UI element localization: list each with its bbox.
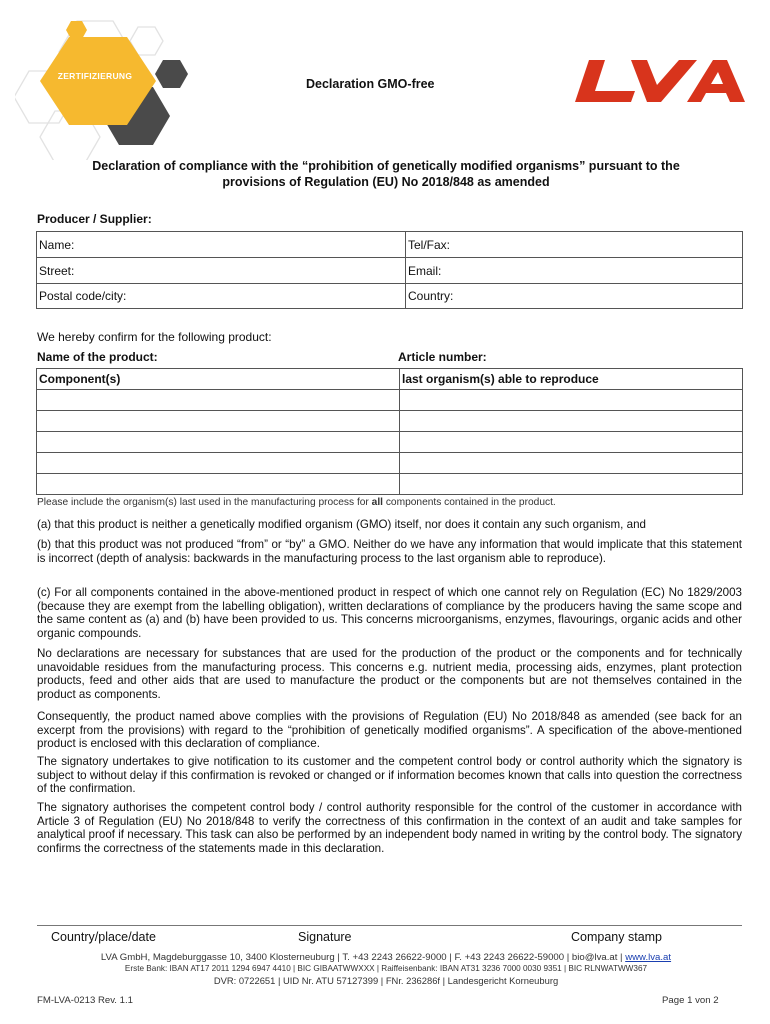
- producer-row: [37, 232, 743, 258]
- paragraph-residues: No declarations are necessary for substances that are used for the production of the product or the components and for technically unavoidable residues from the manufacturing process. This concerns e.g. nutrient media, processing aids, enzymes, plant protection products, feed and other aids that are used to manufacture the product or the components but are not themselves contained in the product as components.: [37, 647, 742, 701]
- name-label: Name:: [39, 237, 75, 252]
- page-title: [30, 158, 742, 190]
- signature-line: [37, 925, 742, 926]
- table-row: [37, 474, 743, 495]
- producer-row: [37, 258, 743, 284]
- country-field[interactable]: [406, 284, 743, 309]
- footer-registry: DVR: 0722651 | UID Nr. ATU 57127399 | FNr. 236286f | Landesgericht Korneuburg: [213, 975, 559, 986]
- certification-badge: [15, 15, 190, 160]
- clause-c: (c) For all components contained in the above-mentioned product in respect of which one cannot rely on Regulation (EC) No 1829/2003 (because they are exempt from the labelling obligation), written declarations of compliance by the producers having the same scope and the same content as (a) and (b) have been provided to us. This concerns microorganisms, enzymes, flavourings, organic acids and other organic compounds.: [37, 586, 742, 640]
- hex-small-dark: [155, 60, 188, 88]
- title-line-2: provisions of Regulation (EU) No 2018/848 as amended: [222, 175, 550, 189]
- form-code: FM-LVA-0213 Rev. 1.1: [37, 995, 133, 1006]
- street-field[interactable]: [37, 258, 406, 284]
- table-row: [37, 390, 743, 411]
- component-cell[interactable]: [37, 432, 400, 453]
- lva-logo-glyphs: [575, 60, 745, 102]
- component-cell[interactable]: [37, 453, 400, 474]
- title-line-1: Declaration of compliance with the “prohibition of genetically modified organisms” pursuant to the: [92, 159, 680, 173]
- product-intro: We hereby confirm for the following product:: [37, 330, 272, 344]
- col-organism-header: last organism(s) able to reproduce: [400, 369, 743, 390]
- col-components-header: Component(s): [37, 369, 400, 390]
- organism-cell[interactable]: [400, 474, 743, 495]
- country-place-date-label: Country/place/date: [51, 930, 156, 944]
- organism-cell[interactable]: [400, 390, 743, 411]
- note-emphasis: all: [371, 497, 383, 508]
- producer-row: [37, 284, 743, 309]
- clause-a: (a) that this product is neither a genetically modified organism (GMO) itself, nor does it contain any such organism, and: [37, 518, 646, 531]
- postal-city-field[interactable]: [37, 284, 406, 309]
- table-row: [37, 411, 743, 432]
- article-number-label: Article number:: [398, 350, 487, 364]
- telfax-field[interactable]: [406, 232, 743, 258]
- lva-logo: [575, 58, 747, 104]
- organism-note: [37, 497, 556, 508]
- components-header-row: [37, 369, 743, 390]
- producer-table: [36, 231, 743, 309]
- clause-b: (b) that this product was not produced “from” or “by” a GMO. Neither do we have any information that would implicate that this statement is incorrect (depth of analysis: backwards in the manufacturing process to the last organism able to reproduce).: [37, 538, 742, 565]
- hex-small-yellow: [66, 21, 87, 39]
- note-text: Please include the organism(s) last used in the manufacturing process for: [37, 497, 372, 508]
- note-text-end: components contained in the product.: [383, 497, 556, 508]
- footer-address: [30, 952, 742, 963]
- components-table: [36, 368, 743, 495]
- postal-city-label: Postal code/city:: [39, 289, 127, 303]
- paragraph-authorisation: The signatory authorises the competent control body / control authority responsible for the control of the customer in accordance with Article 3 of Regulation (EU) No 2018/848 to verify the correctness of this confirmation in the context of an audit and take samples for analytical proof if necessary. This task can also be performed by an independent body named in writing by the control body. The signatory confirms the correctness of the statements made in this declaration.: [37, 801, 742, 855]
- signature-label: Signature: [298, 930, 352, 944]
- name-field[interactable]: [37, 232, 406, 258]
- table-row: [37, 453, 743, 474]
- product-name-label: Name of the product:: [37, 350, 158, 364]
- organism-cell[interactable]: [400, 453, 743, 474]
- telfax-label: Tel/Fax:: [408, 237, 451, 252]
- doc-type-heading: Declaration GMO-free: [306, 77, 435, 91]
- page-number: Page 1 von 2: [662, 995, 719, 1006]
- footer-bank: Erste Bank: IBAN AT17 2011 1294 6947 4410 | BIC GIBAATWWXXX | Raiffeisenbank: IBAN AT31 3236 7000 0030 9351 | BIC RLNWATWW367: [124, 964, 648, 973]
- component-cell[interactable]: [37, 474, 400, 495]
- email-label: Email:: [408, 263, 442, 278]
- company-stamp-label: Company stamp: [571, 930, 663, 944]
- organism-cell[interactable]: [400, 411, 743, 432]
- table-row: [37, 432, 743, 453]
- website-link[interactable]: www.lva.at: [625, 952, 672, 963]
- producer-heading: Producer / Supplier:: [37, 212, 152, 226]
- component-cell[interactable]: [37, 390, 400, 411]
- badge-label: ZERTIFIZIERUNG: [57, 71, 133, 81]
- email-field[interactable]: [406, 258, 743, 284]
- paragraph-notification: The signatory undertakes to give notification to its customer and the competent control body or control authority which the signatory is subject to without delay if this confirmation is revoked or changed or if information becomes known that calls into question the correctness of the confirmation.: [37, 755, 743, 796]
- component-cell[interactable]: [37, 411, 400, 432]
- country-label: Country:: [408, 289, 454, 303]
- street-label: Street:: [39, 263, 75, 278]
- organism-cell[interactable]: [400, 432, 743, 453]
- paragraph-compliance: Consequently, the product named above complies with the provisions of Regulation (EU) No 2018/848 as amended (see back for an excerpt from the provisions) with regard to the “prohibition of genetically modified organisms”. A specification of the above-mentioned product is enclosed with this declaration of compliance.: [37, 710, 742, 751]
- footer-address-text: LVA GmbH, Magdeburggasse 10, 3400 Klosterneuburg | T. +43 2243 26622-9000 | F. +43 2243 26622-59000 | bio@lva.at |: [100, 952, 626, 963]
